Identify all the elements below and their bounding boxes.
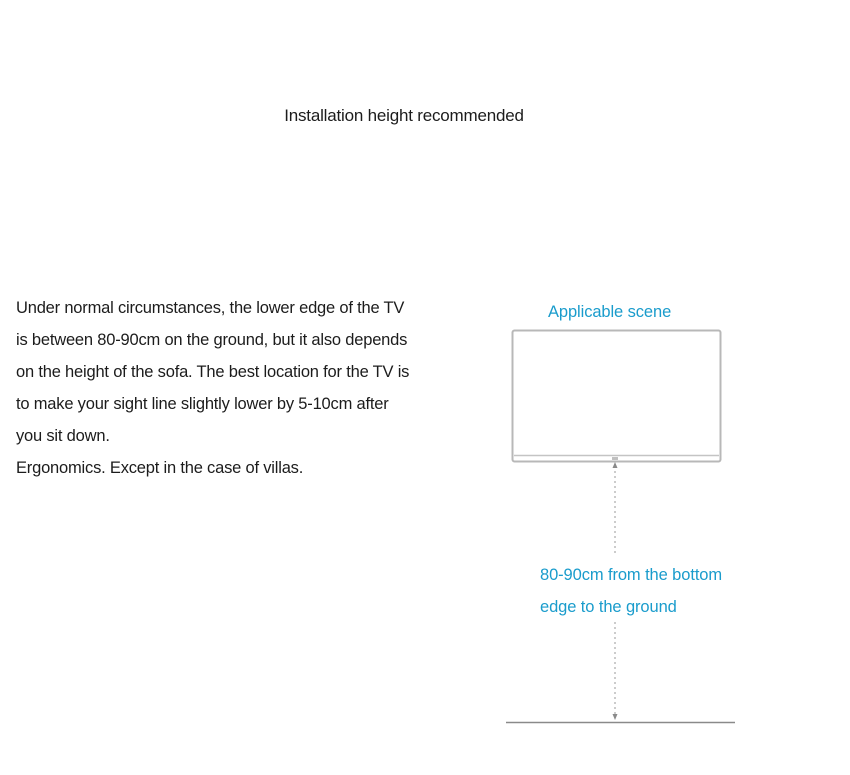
height-label-line: 80-90cm from the bottom	[540, 566, 723, 584]
page-title: Installation height recommended	[284, 106, 524, 125]
arrow-up-icon	[613, 462, 618, 468]
description-line: to make your sight line slightly lower by 5-10cm after	[16, 395, 389, 413]
description-line: is between 80-90cm on the ground, but it also depends	[16, 331, 408, 349]
arrow-down-icon	[613, 714, 618, 720]
description-line: on the height of the sofa. The best location for the TV is	[16, 363, 410, 381]
description-line: you sit down.	[16, 427, 110, 445]
height-label-line: edge to the ground	[540, 598, 677, 616]
tv-screen-outline	[513, 331, 721, 462]
description-line: Under normal circumstances, the lower edge of the TV	[16, 299, 405, 317]
description-line: Ergonomics. Except in the case of villas.	[16, 459, 304, 477]
height-measure-label	[540, 559, 722, 623]
applicable-scene-label: Applicable scene	[548, 303, 672, 321]
tv-stand-notch	[612, 457, 618, 460]
